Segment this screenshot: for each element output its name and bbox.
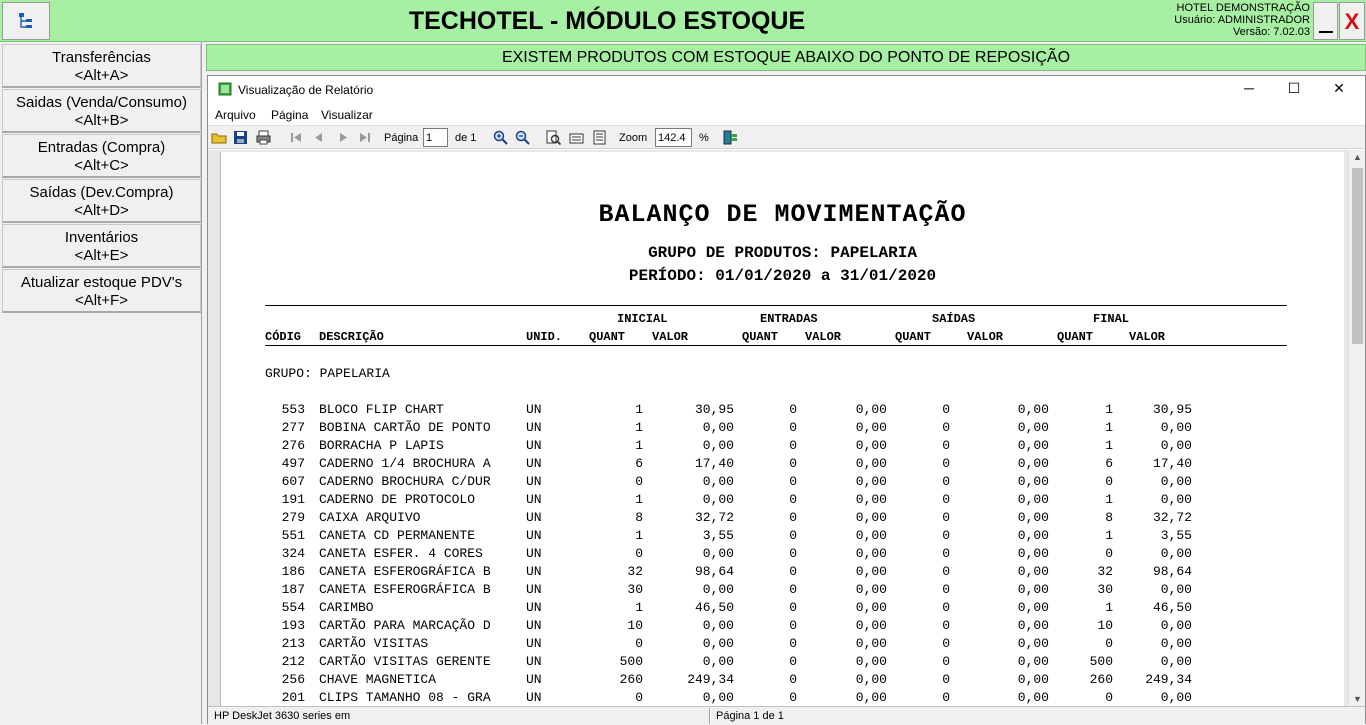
table-cell: 0 bbox=[942, 636, 950, 651]
table-cell: CARIMBO bbox=[319, 600, 374, 615]
section-inicial: INICIAL bbox=[617, 312, 668, 326]
hotel-name: HOTEL DEMONSTRAÇÃO bbox=[1176, 2, 1310, 14]
table-cell: 0,00 bbox=[1017, 438, 1049, 453]
table-cell: 0,00 bbox=[702, 582, 734, 597]
table-cell: 17,40 bbox=[694, 456, 734, 471]
table-cell: 10 bbox=[1097, 618, 1113, 633]
header-bottom-rule bbox=[265, 345, 1287, 346]
table-cell: 0 bbox=[635, 690, 643, 705]
table-cell: 0,00 bbox=[855, 474, 887, 489]
table-cell: UN bbox=[526, 690, 542, 705]
print-icon[interactable] bbox=[255, 129, 272, 146]
table-cell: 0 bbox=[942, 690, 950, 705]
status-page: Página 1 de 1 bbox=[716, 710, 784, 722]
table-row bbox=[221, 636, 1344, 654]
save-icon[interactable] bbox=[232, 129, 249, 146]
table-cell: 17,40 bbox=[1152, 456, 1192, 471]
report-window-title: Visualização de Relatório bbox=[238, 83, 374, 97]
hotel-info bbox=[1174, 2, 1310, 38]
scroll-down-icon[interactable]: ▼ bbox=[1353, 694, 1362, 704]
table-row bbox=[221, 582, 1344, 600]
report-window bbox=[207, 75, 1366, 724]
minimize-icon bbox=[1319, 31, 1333, 33]
table-cell: 1 bbox=[635, 420, 643, 435]
table-cell: 249,34 bbox=[687, 672, 734, 687]
table-cell: 0 bbox=[789, 600, 797, 615]
table-cell: 0,00 bbox=[1160, 474, 1192, 489]
page-label: Página bbox=[384, 132, 419, 144]
table-cell: 0 bbox=[1105, 546, 1113, 561]
table-cell: UN bbox=[526, 528, 542, 543]
menu-pagina[interactable]: Página bbox=[271, 108, 309, 122]
table-cell: 0 bbox=[789, 636, 797, 651]
tree-menu-button[interactable] bbox=[2, 2, 50, 40]
table-cell: 0 bbox=[789, 582, 797, 597]
table-cell: 201 bbox=[281, 690, 305, 705]
table-cell: 0,00 bbox=[1160, 420, 1192, 435]
last-page-icon[interactable] bbox=[356, 129, 373, 146]
zoom-unit-label: % bbox=[699, 132, 709, 144]
tree-icon bbox=[16, 11, 36, 31]
report-title: BALANÇO DE MOVIMENTAÇÃO bbox=[598, 200, 967, 229]
table-cell: 0 bbox=[789, 564, 797, 579]
zoom-in-icon[interactable] bbox=[492, 129, 509, 146]
col-descricao: DESCRIÇÃO bbox=[319, 330, 384, 344]
table-cell: 0 bbox=[789, 402, 797, 417]
table-cell: 1 bbox=[635, 492, 643, 507]
table-row bbox=[221, 528, 1344, 546]
col-saidas-quant: QUANT bbox=[895, 330, 932, 344]
table-row bbox=[221, 546, 1344, 564]
table-cell: 1 bbox=[635, 438, 643, 453]
table-cell: 0,00 bbox=[855, 438, 887, 453]
table-cell: 554 bbox=[281, 600, 305, 615]
table-cell: 0 bbox=[942, 510, 950, 525]
report-icon bbox=[218, 82, 232, 96]
table-row bbox=[221, 456, 1344, 474]
col-inicial-valor: VALOR bbox=[652, 330, 689, 344]
col-final-quant: QUANT bbox=[1057, 330, 1094, 344]
app-title: TECHOTEL - MÓDULO ESTOQUE bbox=[408, 7, 806, 35]
table-cell: 0 bbox=[1105, 690, 1113, 705]
scroll-up-icon[interactable]: ▲ bbox=[1353, 152, 1362, 162]
table-cell: 30,95 bbox=[694, 402, 734, 417]
report-window-titlebar bbox=[208, 76, 1365, 102]
table-cell: CAIXA ARQUIVO bbox=[319, 510, 421, 525]
table-row bbox=[221, 402, 1344, 420]
table-cell: UN bbox=[526, 456, 542, 471]
table-cell: 0 bbox=[942, 492, 950, 507]
table-cell: 0,00 bbox=[855, 564, 887, 579]
table-cell: 32,72 bbox=[1152, 510, 1192, 525]
table-cell: 0,00 bbox=[855, 402, 887, 417]
table-row bbox=[221, 600, 1344, 618]
sidebar-item-saidas-dev-compra[interactable]: Saídas (Dev.Compra) <Alt+D> bbox=[2, 179, 201, 223]
table-cell: 0 bbox=[789, 438, 797, 453]
status-printer: HP DeskJet 3630 series em bbox=[214, 710, 351, 722]
table-cell: 0 bbox=[635, 636, 643, 651]
table-cell: 0,00 bbox=[1017, 600, 1049, 615]
table-cell: 0,00 bbox=[1160, 654, 1192, 669]
window-close-button[interactable]: ✕ bbox=[1333, 80, 1345, 96]
section-final: FINAL bbox=[1093, 312, 1130, 326]
previous-page-icon[interactable] bbox=[310, 129, 327, 146]
table-cell: UN bbox=[526, 402, 542, 417]
stock-warning-banner: EXISTEM PRODUTOS COM ESTOQUE ABAIXO DO PONTO DE REPOSIÇÃO bbox=[206, 44, 1366, 71]
table-row bbox=[221, 672, 1344, 690]
table-cell: 0,00 bbox=[1017, 420, 1049, 435]
table-cell: UN bbox=[526, 654, 542, 669]
table-cell: 0,00 bbox=[702, 654, 734, 669]
close-app-button[interactable]: X bbox=[1339, 2, 1365, 40]
vertical-scrollbar[interactable] bbox=[1348, 150, 1365, 706]
table-cell: 500 bbox=[1089, 654, 1113, 669]
table-cell: UN bbox=[526, 600, 542, 615]
table-cell: 0 bbox=[789, 474, 797, 489]
table-cell: 213 bbox=[281, 636, 305, 651]
table-cell: 46,50 bbox=[1152, 600, 1192, 615]
table-cell: 0,00 bbox=[1017, 582, 1049, 597]
table-cell: 0,00 bbox=[1017, 510, 1049, 525]
table-cell: 0,00 bbox=[702, 636, 734, 651]
table-cell: 0,00 bbox=[855, 546, 887, 561]
table-row bbox=[221, 492, 1344, 510]
table-cell: UN bbox=[526, 510, 542, 525]
table-cell: 0 bbox=[942, 528, 950, 543]
table-cell: 0,00 bbox=[855, 528, 887, 543]
sidebar-item-transferencias[interactable]: Transferências <Alt+A> bbox=[2, 44, 201, 88]
table-cell: 260 bbox=[1089, 672, 1113, 687]
section-saidas: SAÍDAS bbox=[932, 312, 976, 326]
table-cell: 46,50 bbox=[694, 600, 734, 615]
table-cell: 0,00 bbox=[1017, 474, 1049, 489]
status-separator bbox=[709, 708, 711, 724]
table-cell: 32,72 bbox=[694, 510, 734, 525]
table-row bbox=[221, 438, 1344, 456]
table-cell: 0,00 bbox=[855, 654, 887, 669]
table-cell: 249,34 bbox=[1145, 672, 1192, 687]
table-cell: 260 bbox=[619, 672, 643, 687]
table-cell: UN bbox=[526, 438, 542, 453]
table-cell: 0 bbox=[942, 420, 950, 435]
header-top-rule bbox=[265, 305, 1287, 306]
table-cell: 279 bbox=[281, 510, 305, 525]
table-cell: 0,00 bbox=[855, 618, 887, 633]
version-label: Versão: 7.02.03 bbox=[1232, 26, 1310, 38]
first-page-icon[interactable] bbox=[288, 129, 305, 146]
menu-arquivo[interactable]: Arquivo bbox=[215, 108, 256, 122]
table-cell: 0,00 bbox=[1017, 456, 1049, 471]
user-label: Usuário: ADMINISTRADOR bbox=[1174, 14, 1310, 26]
table-cell: 0 bbox=[789, 420, 797, 435]
table-cell: CARTÃO PARA MARCAÇÃO D bbox=[319, 618, 491, 633]
table-cell: 0,00 bbox=[855, 420, 887, 435]
table-cell: 1 bbox=[635, 600, 643, 615]
table-cell: 3,55 bbox=[702, 528, 734, 543]
report-viewport[interactable] bbox=[208, 150, 1348, 706]
table-cell: 0 bbox=[942, 600, 950, 615]
table-cell: 0,00 bbox=[1017, 618, 1049, 633]
table-cell: 1 bbox=[1105, 492, 1113, 507]
table-cell: 0,00 bbox=[855, 510, 887, 525]
table-cell: 1 bbox=[1105, 528, 1113, 543]
group-header: GRUPO: PAPELARIA bbox=[265, 366, 390, 381]
col-saidas-valor: VALOR bbox=[967, 330, 1004, 344]
table-cell: 553 bbox=[281, 402, 305, 417]
table-row bbox=[221, 564, 1344, 582]
window-minimize-button[interactable]: ─ bbox=[1244, 80, 1254, 96]
table-cell: UN bbox=[526, 420, 542, 435]
col-entradas-valor: VALOR bbox=[805, 330, 842, 344]
table-cell: BORRACHA P LAPIS bbox=[319, 438, 444, 453]
table-cell: 0 bbox=[635, 546, 643, 561]
table-cell: 3,55 bbox=[1160, 528, 1192, 543]
table-cell: 30 bbox=[1097, 582, 1113, 597]
sidebar-item-saidas-venda[interactable]: Saidas (Venda/Consumo) <Alt+B> bbox=[2, 89, 201, 133]
zoom-out-icon[interactable] bbox=[514, 129, 531, 146]
table-cell: 0,00 bbox=[1017, 672, 1049, 687]
zoom-input[interactable] bbox=[655, 128, 692, 147]
table-cell: UN bbox=[526, 618, 542, 633]
title-bar bbox=[0, 0, 1366, 42]
report-toolbar bbox=[208, 125, 1365, 149]
table-cell: 98,64 bbox=[694, 564, 734, 579]
table-cell: 0 bbox=[789, 546, 797, 561]
table-cell: 32 bbox=[627, 564, 643, 579]
table-cell: 0,00 bbox=[702, 492, 734, 507]
zoom-width-icon[interactable] bbox=[568, 129, 585, 146]
sidebar-item-atualizar-pdv[interactable]: Atualizar estoque PDV's <Alt+F> bbox=[2, 269, 201, 313]
zoom-actual-icon[interactable] bbox=[591, 129, 608, 146]
table-cell: 0,00 bbox=[855, 582, 887, 597]
table-cell: 0,00 bbox=[702, 474, 734, 489]
table-cell: 0 bbox=[635, 474, 643, 489]
table-cell: 0,00 bbox=[1017, 654, 1049, 669]
table-row bbox=[221, 690, 1344, 706]
table-cell: 0,00 bbox=[1017, 492, 1049, 507]
report-group-line: GRUPO DE PRODUTOS: PAPELARIA bbox=[648, 244, 917, 262]
table-cell: 0,00 bbox=[855, 672, 887, 687]
table-cell: BLOCO FLIP CHART bbox=[319, 402, 444, 417]
table-cell: 500 bbox=[619, 654, 643, 669]
table-cell: 0,00 bbox=[855, 600, 887, 615]
table-cell: CADERNO DE PROTOCOLO bbox=[319, 492, 476, 507]
table-cell: 0 bbox=[789, 510, 797, 525]
table-cell: UN bbox=[526, 564, 542, 579]
table-row bbox=[221, 474, 1344, 492]
table-cell: 0 bbox=[789, 492, 797, 507]
table-cell: 607 bbox=[281, 474, 305, 489]
table-cell: 0 bbox=[942, 654, 950, 669]
report-page bbox=[220, 152, 1344, 706]
table-cell: 0,00 bbox=[1160, 618, 1192, 633]
table-cell: 212 bbox=[281, 654, 305, 669]
table-cell: 186 bbox=[281, 564, 305, 579]
table-cell: 0 bbox=[789, 672, 797, 687]
table-cell: CANETA ESFEROGRÁFICA B bbox=[319, 582, 491, 597]
table-cell: 30,95 bbox=[1152, 402, 1192, 417]
table-cell: 0 bbox=[942, 564, 950, 579]
minimize-button[interactable] bbox=[1313, 2, 1338, 40]
table-cell: 193 bbox=[281, 618, 305, 633]
table-cell: CADERNO BROCHURA C/DUR bbox=[319, 474, 491, 489]
table-cell: 0,00 bbox=[1017, 564, 1049, 579]
table-cell: 0,00 bbox=[1160, 582, 1192, 597]
table-cell: 0 bbox=[789, 654, 797, 669]
table-cell: 1 bbox=[1105, 438, 1113, 453]
table-cell: UN bbox=[526, 636, 542, 651]
table-cell: 0 bbox=[942, 474, 950, 489]
table-cell: UN bbox=[526, 672, 542, 687]
table-cell: 6 bbox=[635, 456, 643, 471]
table-cell: 0,00 bbox=[1160, 492, 1192, 507]
zoom-label: Zoom bbox=[619, 132, 648, 144]
table-cell: CANETA ESFEROGRÁFICA B bbox=[319, 564, 491, 579]
table-row bbox=[221, 618, 1344, 636]
table-cell: 1 bbox=[1105, 402, 1113, 417]
scroll-thumb[interactable] bbox=[1352, 168, 1363, 344]
table-cell: 0 bbox=[1105, 474, 1113, 489]
report-period-line: PERÍODO: 01/01/2020 a 31/01/2020 bbox=[628, 267, 937, 285]
table-cell: BOBINA CARTÃO DE PONTO bbox=[319, 420, 491, 435]
table-cell: CADERNO 1/4 BROCHURA A bbox=[319, 456, 491, 471]
table-cell: CANETA ESFER. 4 CORES bbox=[319, 546, 483, 561]
table-row bbox=[221, 510, 1344, 528]
table-cell: 1 bbox=[635, 402, 643, 417]
table-cell: 0,00 bbox=[855, 636, 887, 651]
col-final-valor: VALOR bbox=[1129, 330, 1166, 344]
table-cell: 0 bbox=[789, 528, 797, 543]
col-inicial-quant: QUANT bbox=[589, 330, 626, 344]
sidebar bbox=[0, 42, 202, 724]
table-cell: 497 bbox=[281, 456, 305, 471]
table-cell: CARTÃO VISITAS GERENTE bbox=[319, 654, 491, 669]
table-cell: 0,00 bbox=[855, 690, 887, 705]
table-cell: 0,00 bbox=[1160, 438, 1192, 453]
table-cell: 0 bbox=[789, 618, 797, 633]
section-entradas: ENTRADAS bbox=[760, 312, 818, 326]
table-cell: 0,00 bbox=[702, 690, 734, 705]
table-cell: 256 bbox=[281, 672, 305, 687]
table-cell: 0 bbox=[789, 690, 797, 705]
table-cell: 6 bbox=[1105, 456, 1113, 471]
exit-preview-icon[interactable] bbox=[722, 129, 739, 146]
table-cell: 0 bbox=[942, 438, 950, 453]
table-cell: 0,00 bbox=[702, 420, 734, 435]
window-maximize-button[interactable]: ☐ bbox=[1287, 80, 1301, 96]
table-cell: 0,00 bbox=[1017, 636, 1049, 651]
table-cell: CANETA CD PERMANENTE bbox=[319, 528, 476, 543]
open-folder-icon[interactable] bbox=[211, 129, 228, 146]
table-cell: UN bbox=[526, 582, 542, 597]
table-cell: CHAVE MAGNETICA bbox=[319, 672, 437, 687]
table-cell: 187 bbox=[281, 582, 305, 597]
table-cell: 0 bbox=[942, 402, 950, 417]
page-of-label: de 1 bbox=[455, 132, 477, 144]
table-cell: 0 bbox=[942, 618, 950, 633]
col-unidade: UNID. bbox=[526, 330, 563, 344]
table-cell: 0,00 bbox=[855, 492, 887, 507]
table-cell: 0,00 bbox=[1160, 690, 1192, 705]
zoom-fit-page-icon[interactable] bbox=[545, 129, 562, 146]
table-cell: 0,00 bbox=[1017, 528, 1049, 543]
status-bar bbox=[208, 706, 1365, 725]
table-cell: 8 bbox=[635, 510, 643, 525]
table-cell: 8 bbox=[1105, 510, 1113, 525]
table-cell: 277 bbox=[281, 420, 305, 435]
table-cell: 0 bbox=[789, 456, 797, 471]
col-codigo: CÓDIG bbox=[265, 330, 302, 344]
table-cell: 0 bbox=[942, 672, 950, 687]
table-row bbox=[221, 420, 1344, 438]
table-cell: 0,00 bbox=[702, 438, 734, 453]
table-cell: 1 bbox=[1105, 600, 1113, 615]
table-cell: 0,00 bbox=[855, 456, 887, 471]
table-cell: CLIPS TAMANHO 08 - GRA bbox=[319, 690, 491, 705]
table-cell: 0,00 bbox=[702, 618, 734, 633]
page-number-input[interactable] bbox=[423, 128, 448, 147]
table-cell: 0,00 bbox=[702, 546, 734, 561]
table-cell: 0 bbox=[942, 582, 950, 597]
table-cell: 0 bbox=[942, 456, 950, 471]
table-cell: 1 bbox=[1105, 420, 1113, 435]
table-cell: 0,00 bbox=[1160, 636, 1192, 651]
table-row bbox=[221, 654, 1344, 672]
table-cell: 0 bbox=[942, 546, 950, 561]
menu-bar bbox=[208, 104, 1365, 124]
col-entradas-quant: QUANT bbox=[742, 330, 779, 344]
table-cell: 0,00 bbox=[1017, 402, 1049, 417]
table-cell: CARTÃO VISITAS bbox=[319, 636, 429, 651]
table-cell: 30 bbox=[627, 582, 643, 597]
table-cell: UN bbox=[526, 474, 542, 489]
sidebar-item-inventarios[interactable]: Inventários <Alt+E> bbox=[2, 224, 201, 268]
table-cell: 551 bbox=[281, 528, 305, 543]
table-cell: 276 bbox=[281, 438, 305, 453]
table-cell: UN bbox=[526, 546, 542, 561]
table-cell: 98,64 bbox=[1152, 564, 1192, 579]
table-cell: 0 bbox=[1105, 636, 1113, 651]
table-cell: 0,00 bbox=[1160, 546, 1192, 561]
table-cell: 0,00 bbox=[1017, 690, 1049, 705]
table-cell: UN bbox=[526, 492, 542, 507]
table-cell: 10 bbox=[627, 618, 643, 633]
next-page-icon[interactable] bbox=[335, 129, 352, 146]
sidebar-item-entradas-compra[interactable]: Entradas (Compra) <Alt+C> bbox=[2, 134, 201, 178]
table-cell: 1 bbox=[635, 528, 643, 543]
table-cell: 324 bbox=[281, 546, 305, 561]
table-cell: 191 bbox=[281, 492, 305, 507]
menu-visualizar[interactable]: Visualizar bbox=[321, 108, 373, 122]
table-cell: 0,00 bbox=[1017, 546, 1049, 561]
table-cell: 32 bbox=[1097, 564, 1113, 579]
